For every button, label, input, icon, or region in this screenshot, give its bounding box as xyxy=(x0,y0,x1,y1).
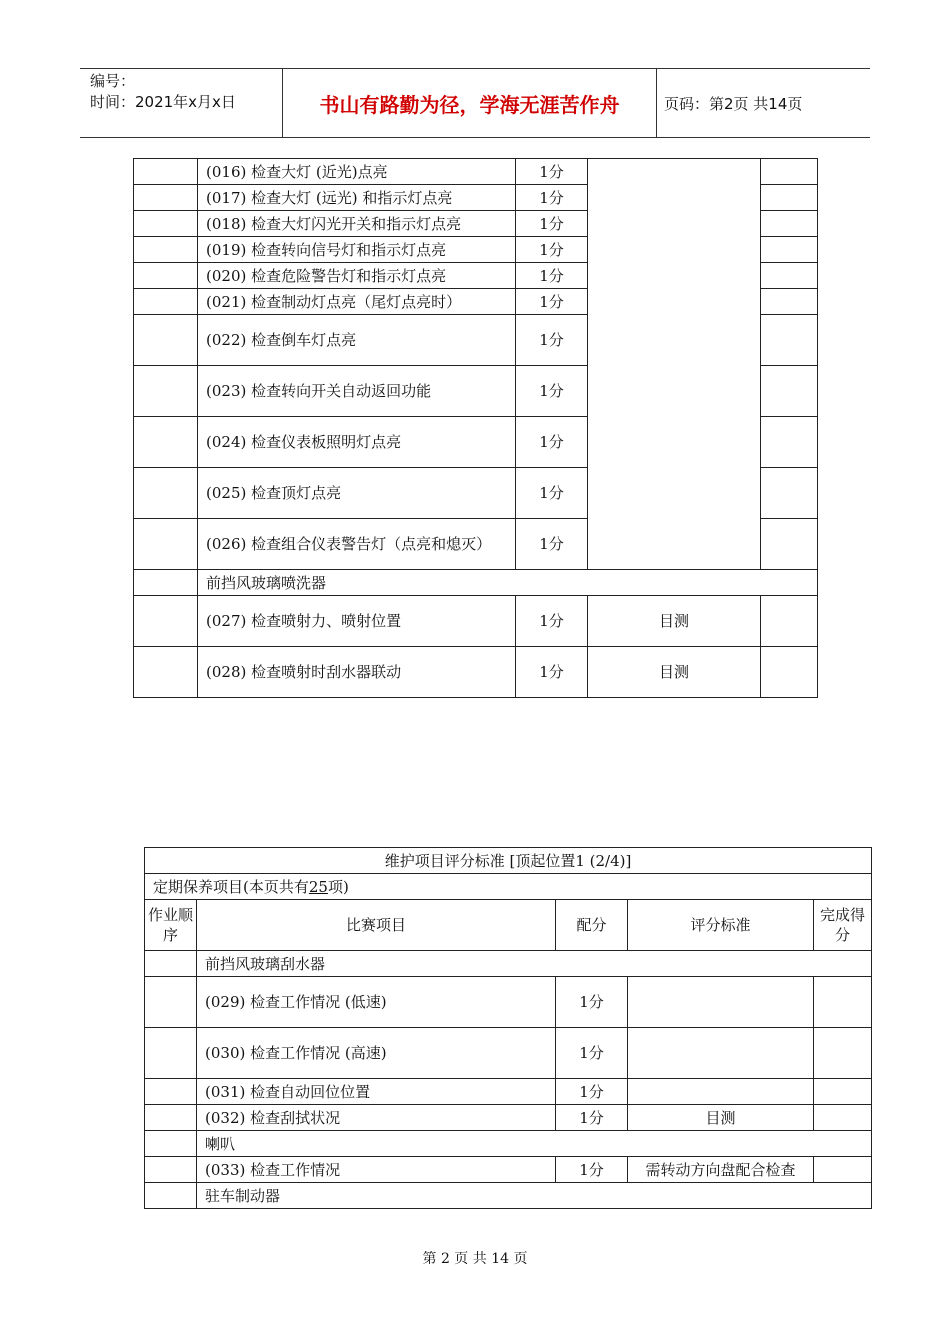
section-label: 喇叭 xyxy=(197,1131,872,1157)
score-cell: 1分 xyxy=(516,237,588,263)
table-row xyxy=(134,647,818,698)
item-cell: (022) 检查倒车灯点亮 xyxy=(198,315,516,366)
header-meta xyxy=(80,69,282,137)
score-cell: 1分 xyxy=(516,417,588,468)
page-header xyxy=(80,68,870,138)
score-cell: 1分 xyxy=(516,366,588,417)
item-cell: (028) 检查喷射时刮水器联动 xyxy=(198,647,516,698)
col-header-score: 配分 xyxy=(556,900,628,951)
col-header-standard: 评分标准 xyxy=(628,900,814,951)
score-cell: 1分 xyxy=(516,185,588,211)
score-cell: 1分 xyxy=(516,211,588,237)
standard-cell: 目测 xyxy=(588,647,761,698)
standard-cell xyxy=(628,1079,814,1105)
table-row xyxy=(134,159,818,185)
header-row xyxy=(145,900,872,951)
table-row xyxy=(134,596,818,647)
table-title: 维护项目评分标准 [顶起位置1 (2/4)] xyxy=(145,848,872,874)
item-cell: (016) 检查大灯 (近光)点亮 xyxy=(198,159,516,185)
item-cell: (029) 检查工作情况 (低速) xyxy=(197,977,556,1028)
score-cell: 1分 xyxy=(516,263,588,289)
standard-cell-merged xyxy=(588,159,761,570)
standard-cell: 目测 xyxy=(628,1105,814,1131)
item-cell: (021) 检查制动灯点亮（尾灯点亮时） xyxy=(198,289,516,315)
score-cell: 1分 xyxy=(516,289,588,315)
item-cell: (024) 检查仪表板照明灯点亮 xyxy=(198,417,516,468)
score-cell: 1分 xyxy=(516,519,588,570)
item-cell: (023) 检查转向开关自动返回功能 xyxy=(198,366,516,417)
table-row xyxy=(145,977,872,1028)
table-subtitle-row xyxy=(145,874,872,900)
standard-cell xyxy=(628,1028,814,1079)
score-cell: 1分 xyxy=(516,596,588,647)
item-count: 25 xyxy=(308,877,328,896)
item-cell: (017) 检查大灯 (远光) 和指示灯点亮 xyxy=(198,185,516,211)
item-cell: (025) 检查顶灯点亮 xyxy=(198,468,516,519)
col-header-done: 完成得分 xyxy=(814,900,872,951)
table-row xyxy=(145,1105,872,1131)
section-label: 前挡风玻璃刮水器 xyxy=(197,951,872,977)
table-subtitle: 定期保养项目(本页共有25项) xyxy=(145,874,872,900)
table-row xyxy=(145,1028,872,1079)
item-cell: (031) 检查自动回位位置 xyxy=(197,1079,556,1105)
item-cell: (020) 检查危险警告灯和指示灯点亮 xyxy=(198,263,516,289)
standard-cell: 需转动方向盘配合检查 xyxy=(628,1157,814,1183)
scoring-standard-table xyxy=(144,847,872,1209)
table-row xyxy=(145,1157,872,1183)
number-label: 编号： xyxy=(90,72,136,90)
item-cell: (018) 检查大灯闪光开关和指示灯点亮 xyxy=(198,211,516,237)
item-cell: (027) 检查喷射力、喷射位置 xyxy=(198,596,516,647)
score-cell: 1分 xyxy=(516,159,588,185)
col-header-order: 作业顺序 xyxy=(145,900,197,951)
item-cell: (032) 检查刮拭状况 xyxy=(197,1105,556,1131)
score-cell: 1分 xyxy=(516,647,588,698)
score-cell: 1分 xyxy=(516,315,588,366)
section-label: 前挡风玻璃喷洗器 xyxy=(198,570,818,596)
section-row xyxy=(145,1131,872,1157)
table-title-row xyxy=(145,848,872,874)
header-motto: 书山有路勤为径，学海无涯苦作舟 xyxy=(282,69,657,137)
header-page-info: 页码：第2页 共14页 xyxy=(664,94,803,113)
standard-cell: 目测 xyxy=(588,596,761,647)
section-row xyxy=(134,570,818,596)
page-footer: 第 2 页 共 14 页 xyxy=(422,1251,528,1267)
item-cell: (026) 检查组合仪表警告灯（点亮和熄灭） xyxy=(198,519,516,570)
score-cell: 1分 xyxy=(556,977,628,1028)
section-row xyxy=(145,951,872,977)
inspection-table-1 xyxy=(133,158,818,698)
col-header-item: 比赛项目 xyxy=(197,900,556,951)
score-cell: 1分 xyxy=(556,1028,628,1079)
item-cell: (033) 检查工作情况 xyxy=(197,1157,556,1183)
item-cell: (030) 检查工作情况 (高速) xyxy=(197,1028,556,1079)
item-cell: (019) 检查转向信号灯和指示灯点亮 xyxy=(198,237,516,263)
section-label: 驻车制动器 xyxy=(197,1183,872,1209)
score-cell: 1分 xyxy=(556,1157,628,1183)
date-label: 时间：2021年x月x日 xyxy=(90,93,236,111)
score-cell: 1分 xyxy=(556,1105,628,1131)
standard-cell xyxy=(628,977,814,1028)
score-cell: 1分 xyxy=(516,468,588,519)
table-row xyxy=(145,1079,872,1105)
score-cell: 1分 xyxy=(556,1079,628,1105)
section-row xyxy=(145,1183,872,1209)
